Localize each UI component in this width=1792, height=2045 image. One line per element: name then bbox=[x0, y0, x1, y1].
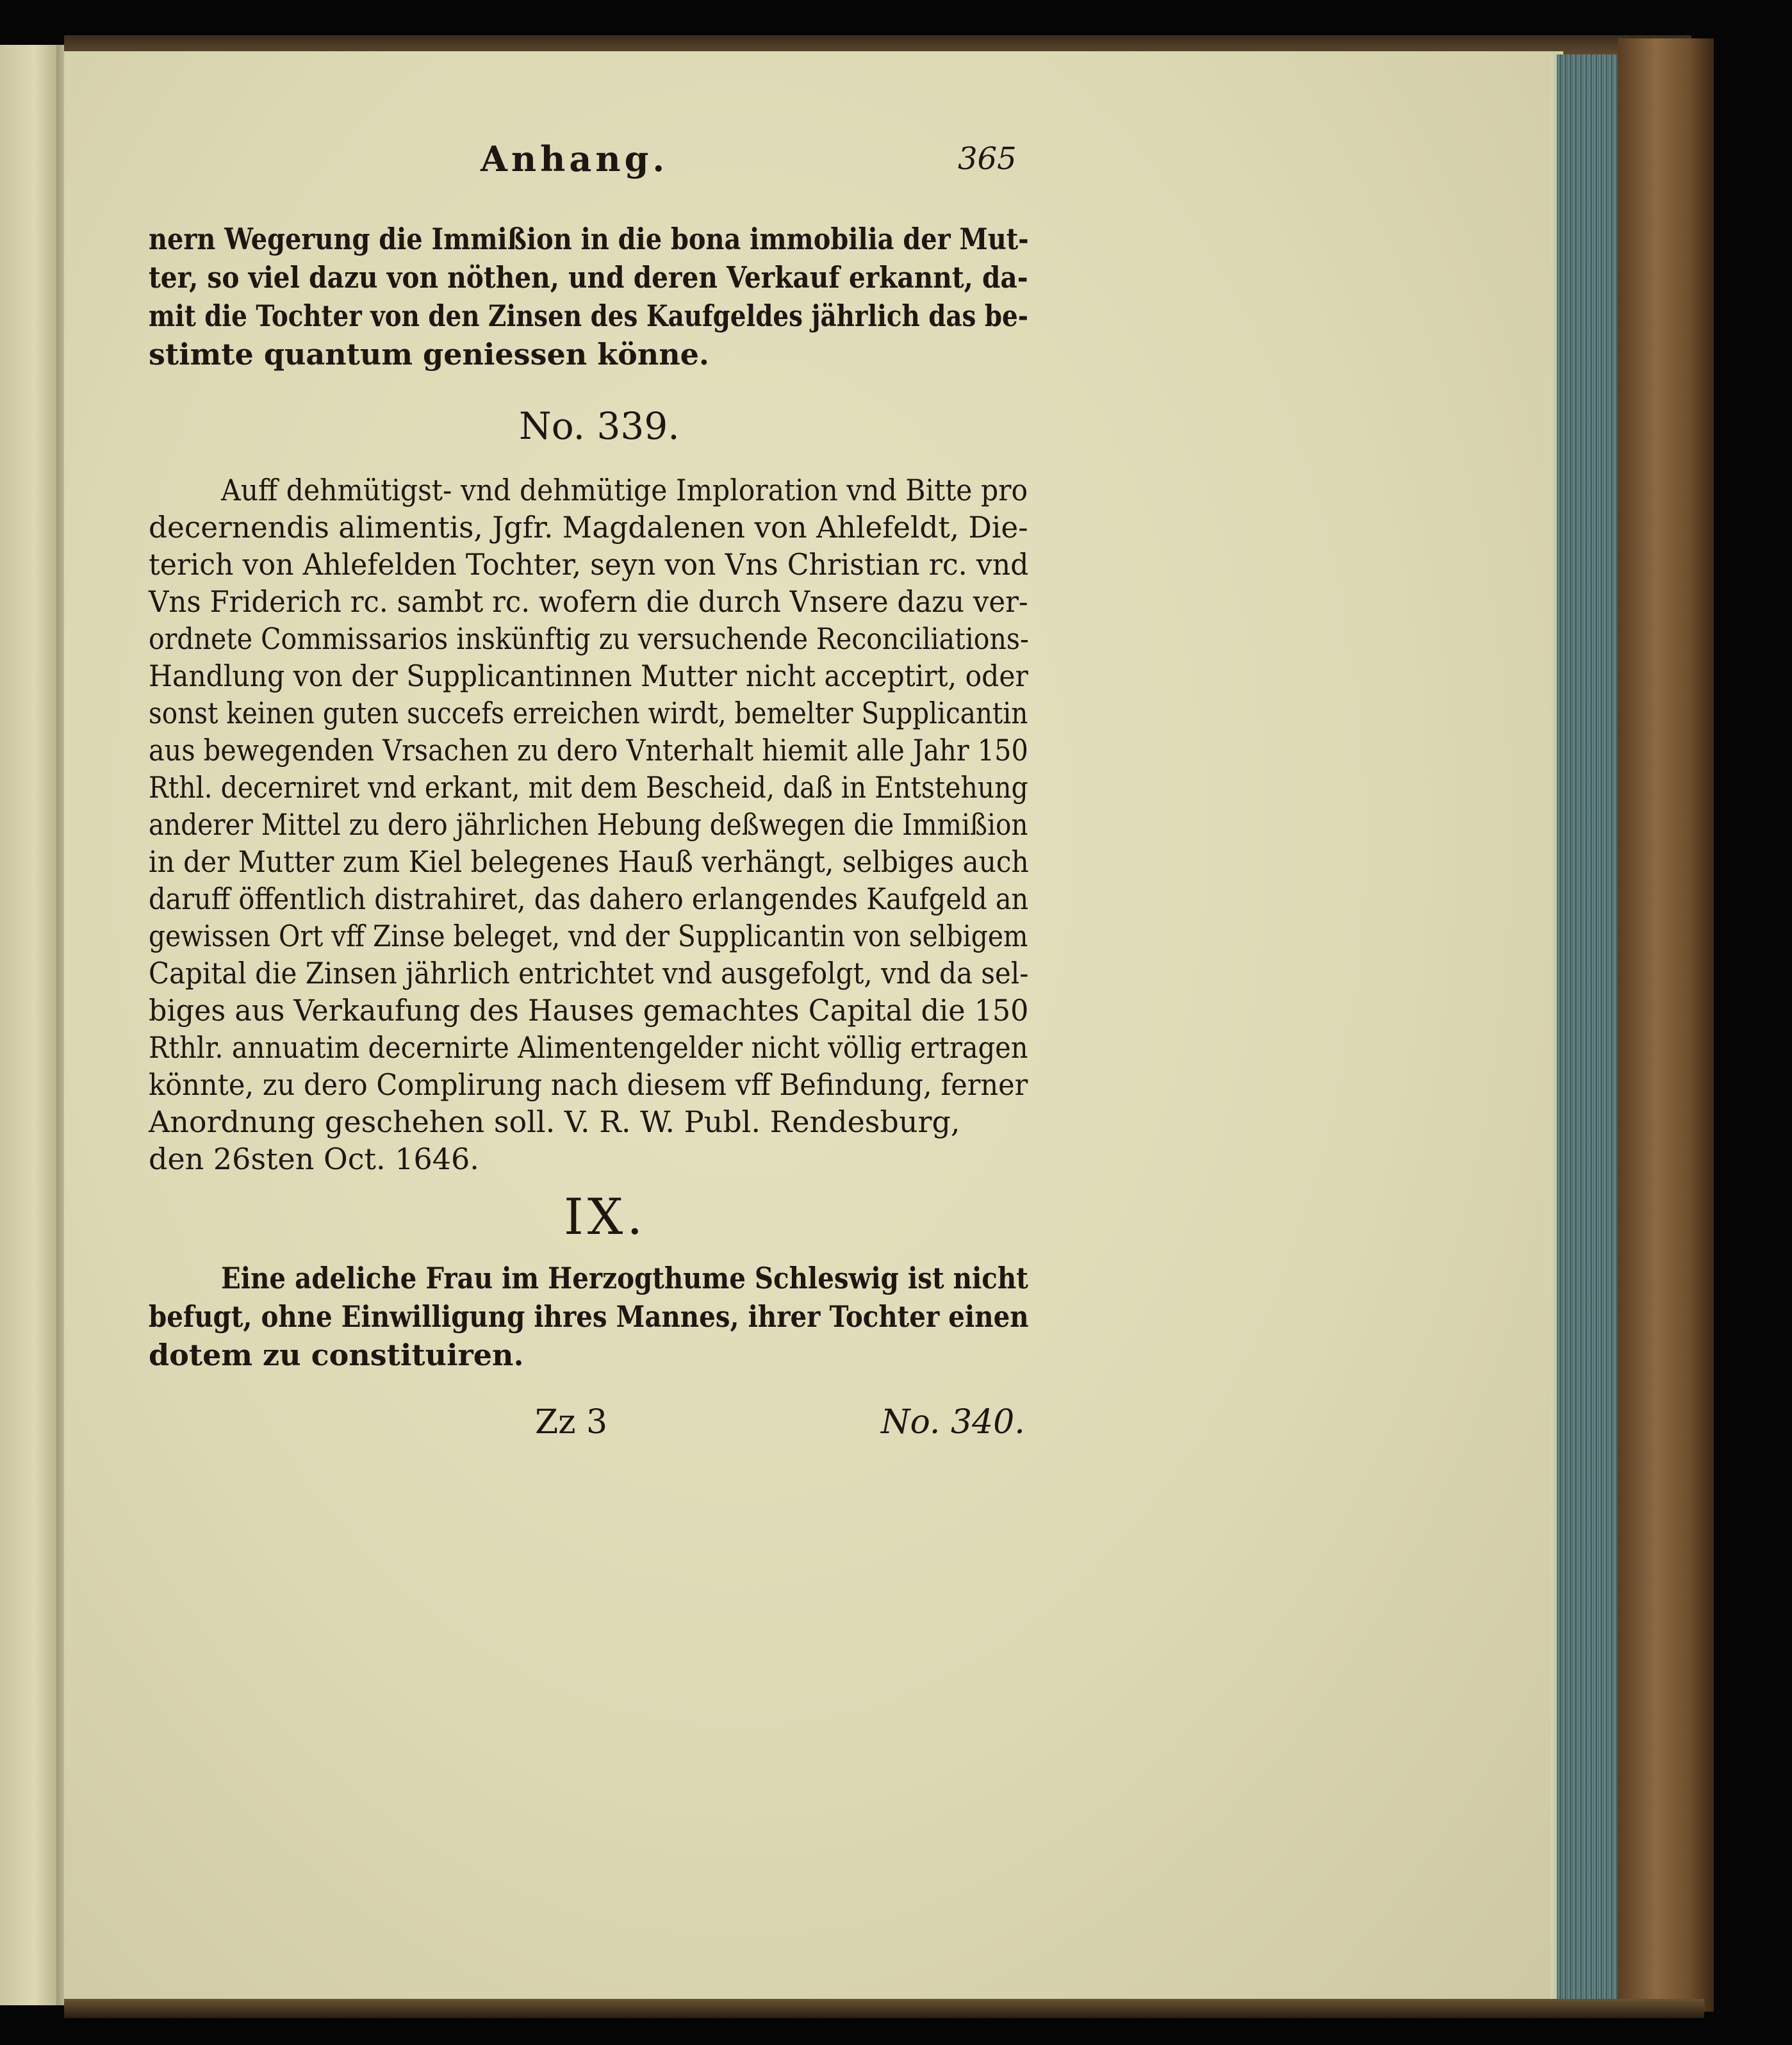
text-line: Capital die Zinsen jährlich entrichtet vnd ausgefolgt, vnd da sel- bbox=[149, 956, 1029, 990]
catchword: No. 340. bbox=[881, 1403, 1025, 1441]
text-line: Rthlr. annuatim decernirte Alimentengelder nicht völlig ertragen bbox=[149, 1030, 1028, 1065]
text-line: aus bewegenden Vrsachen zu dero Vnterhalt hiemit alle Jahr 150 bbox=[149, 733, 1028, 768]
text-line: den 26sten Oct. 1646. bbox=[149, 1142, 479, 1176]
section-numeral: IX. bbox=[564, 1188, 647, 1246]
text-line: stimte quantum geniessen könne. bbox=[149, 337, 709, 372]
text-line: in der Mutter zum Kiel belegenes Hauß verhängt, selbiges auch bbox=[149, 844, 1029, 879]
running-title: Anhang. bbox=[481, 138, 669, 179]
text-line: befugt, ohne Einwilligung ihres Mannes, ihrer Tochter einen bbox=[149, 1299, 1029, 1334]
text-line: nern Wegerung die Immißion in die bona immobilia der Mut- bbox=[149, 222, 1029, 256]
text-line: Handlung von der Supplicantinnen Mutter nicht acceptirt, oder bbox=[149, 659, 1028, 693]
text-line: daruff öffentlich distrahiret, das dahero erlangendes Kaufgeld an bbox=[149, 882, 1029, 916]
text-line: biges aus Verkaufung des Hauses gemachtes Capital die 150 bbox=[149, 993, 1029, 1028]
text-line: könnte, zu dero Complirung nach diesem vff Befindung, ferner bbox=[149, 1067, 1028, 1102]
page-number: 365 bbox=[958, 141, 1017, 177]
text-line: Anordnung geschehen soll. V. R. W. Publ. Rendesburg, bbox=[149, 1105, 960, 1139]
text-line: gewissen Ort vff Zinse beleget, vnd der Supplicantin von selbigem bbox=[149, 919, 1028, 953]
text-line: Auff dehmütigst- vnd dehmütige Imploration vnd Bitte pro bbox=[221, 473, 1028, 507]
text-line: mit die Tochter von den Zinsen des Kaufgeldes jährlich das be- bbox=[149, 299, 1028, 333]
signature-mark: Zz 3 bbox=[535, 1403, 608, 1441]
text-line: sonst keinen guten succefs erreichen wirdt, bemelter Supplicantin bbox=[149, 696, 1028, 730]
text-line: Rthl. decerniret vnd erkant, mit dem Bescheid, daß in Entstehung bbox=[149, 770, 1028, 805]
text-line: ter, so viel dazu von nöthen, und deren Verkauf erkannt, da- bbox=[149, 260, 1028, 295]
text-line: decernendis alimentis, Jgfr. Magdalenen von Ahlefeldt, Die- bbox=[149, 510, 1028, 545]
text-line: anderer Mittel zu dero jährlichen Hebung deßwegen die Immißion bbox=[149, 807, 1028, 842]
text-line: ordnete Commissarios inskünftig zu versuchende Reconciliations- bbox=[149, 621, 1029, 656]
text-line: dotem zu constituiren. bbox=[149, 1338, 524, 1372]
entry-number: No. 339. bbox=[519, 404, 680, 448]
text-line: terich von Ahlefelden Tochter, seyn von Vns Christian rc. vnd bbox=[149, 547, 1029, 582]
text-line: Vns Friderich rc. sambt rc. wofern die durch Vnsere dazu ver- bbox=[149, 584, 1028, 619]
text-line: Eine adeliche Frau im Herzogthume Schleswig ist nicht bbox=[221, 1261, 1028, 1295]
